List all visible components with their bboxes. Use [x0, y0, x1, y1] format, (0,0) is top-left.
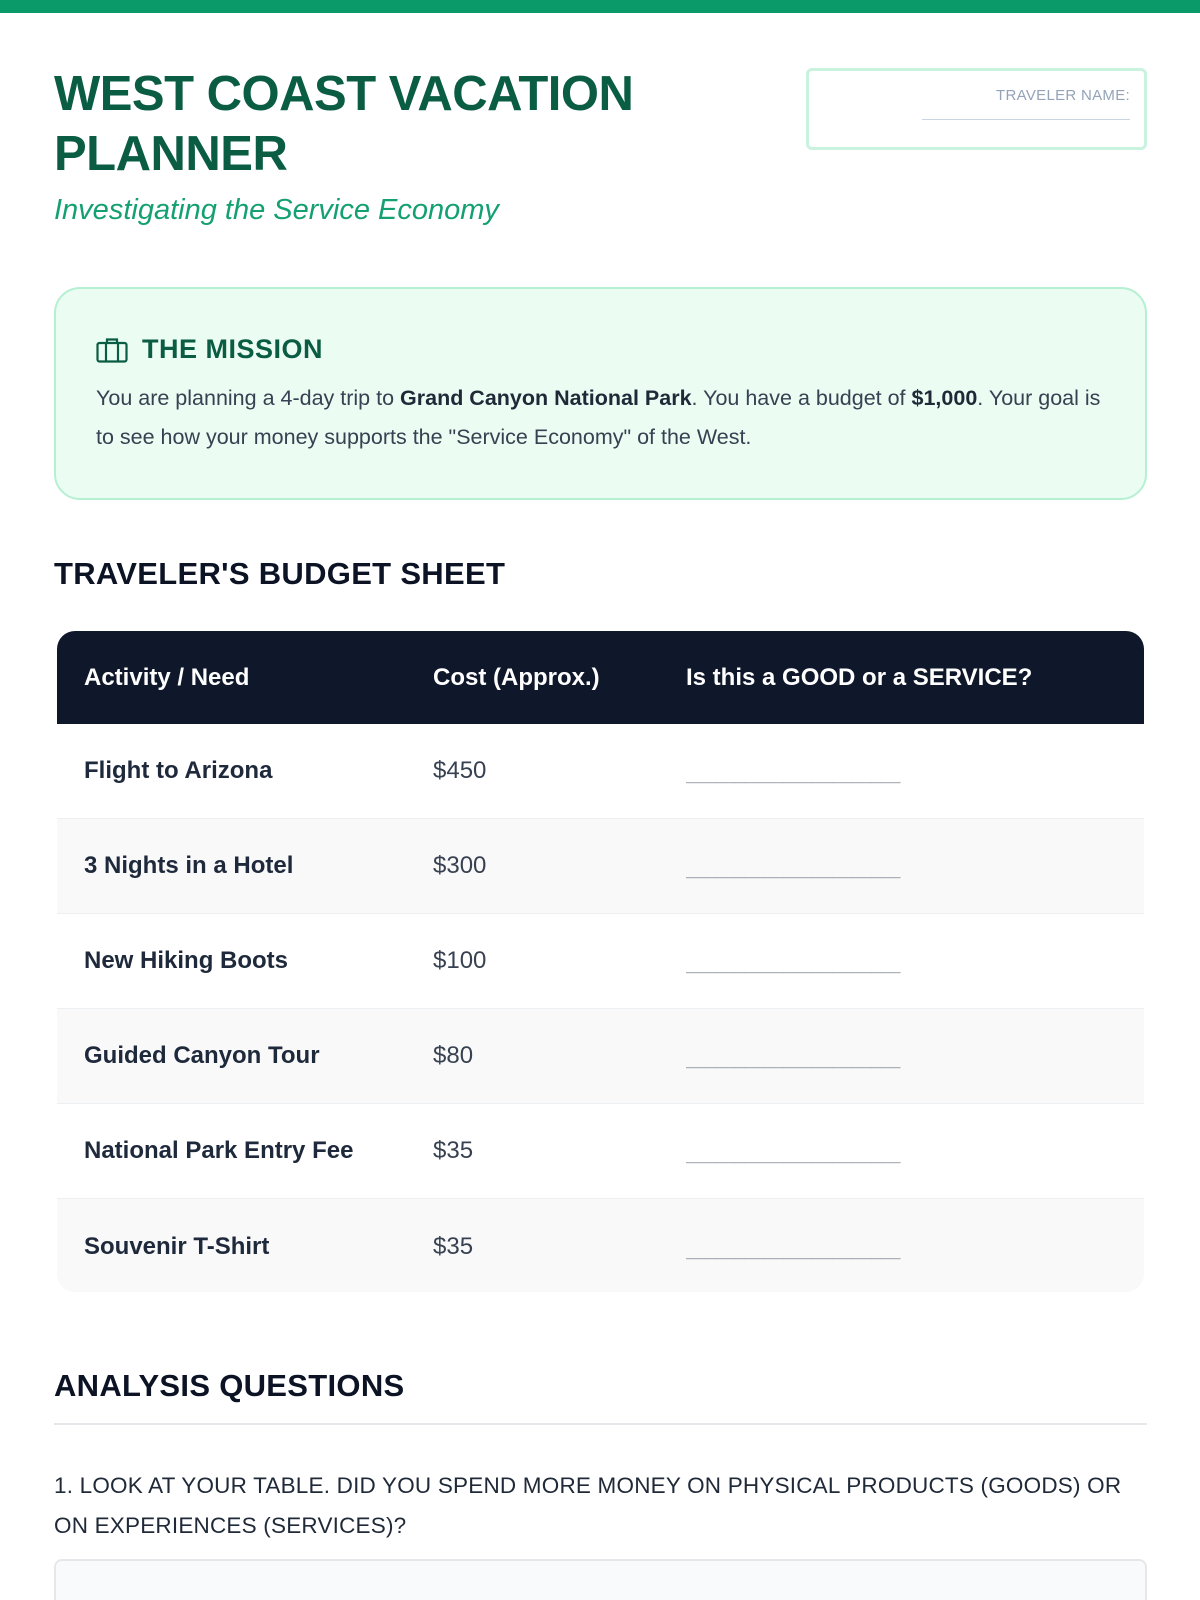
mission-heading — [96, 334, 323, 365]
mission-destination: Grand Canyon National Park — [400, 386, 692, 410]
analysis-title: ANALYSIS QUESTIONS — [54, 1368, 405, 1403]
mission-text — [96, 379, 1106, 457]
table-row — [57, 724, 1144, 819]
answer-blank[interactable]: ______________________ — [686, 859, 901, 879]
budget-sheet-title: TRAVELER'S BUDGET SHEET — [54, 556, 506, 591]
mission-title: THE MISSION — [142, 334, 324, 364]
answer-blank[interactable]: ______________________ — [686, 1239, 901, 1260]
activity-cell: National Park Entry Fee — [84, 1137, 354, 1164]
page-title: WEST COAST VACATION PLANNER — [54, 67, 634, 181]
traveler-name-line[interactable] — [922, 119, 1130, 120]
section-divider — [54, 1423, 1147, 1425]
budget-table — [57, 631, 1144, 1292]
cost-cell: $35 — [433, 1137, 474, 1164]
cost-cell: $80 — [433, 1042, 474, 1069]
activity-cell: 3 Nights in a Hotel — [84, 852, 294, 879]
answer-blank[interactable]: ______________________ — [686, 1144, 901, 1164]
briefcase-icon — [96, 337, 128, 363]
cost-cell: $35 — [433, 1232, 474, 1260]
cost-cell: $450 — [433, 757, 487, 784]
traveler-name-label: TRAVELER NAME: — [996, 87, 1130, 104]
mission-text-part: . You have a budget of — [691, 386, 912, 410]
table-header — [57, 631, 1144, 724]
column-header-cost: Cost (Approx.) — [433, 663, 600, 691]
answer-blank[interactable]: ______________________ — [686, 1049, 901, 1069]
answer-blank[interactable]: ______________________ — [686, 764, 901, 784]
page-header — [54, 64, 754, 227]
table-row — [57, 1199, 1144, 1292]
mission-text-part: You are planning a 4-day trip to — [96, 386, 401, 410]
cost-cell: $300 — [433, 852, 487, 879]
table-row — [57, 1009, 1144, 1104]
activity-cell: Guided Canyon Tour — [84, 1042, 320, 1069]
top-accent-bar — [0, 0, 1200, 13]
mission-card — [54, 287, 1147, 500]
table-row — [57, 1104, 1144, 1199]
mission-budget: $1,000 — [911, 386, 978, 410]
column-header-good-or-service: Is this a GOOD or a SERVICE? — [686, 663, 1033, 691]
activity-cell: New Hiking Boots — [84, 947, 289, 974]
column-header-activity: Activity / Need — [84, 663, 250, 691]
page-subtitle: Investigating the Service Economy — [54, 194, 499, 226]
activity-cell: Flight to Arizona — [84, 757, 273, 784]
answer-box[interactable] — [54, 1559, 1147, 1600]
table-row — [57, 819, 1144, 914]
activity-cell: Souvenir T-Shirt — [84, 1232, 270, 1260]
table-row — [57, 914, 1144, 1009]
answer-blank[interactable]: ______________________ — [686, 954, 901, 974]
cost-cell: $100 — [433, 947, 487, 974]
traveler-name-box[interactable] — [806, 68, 1147, 150]
analysis-question: 1. LOOK AT YOUR TABLE. DID YOU SPEND MORE MONEY ON PHYSICAL PRODUCTS (GOODS) OR ON EXPERIENCES (SERVICES)? — [54, 1473, 1122, 1538]
mission-text-part: . Your goal is to see how your money supports the "Service Economy" of the West. — [96, 386, 1101, 449]
